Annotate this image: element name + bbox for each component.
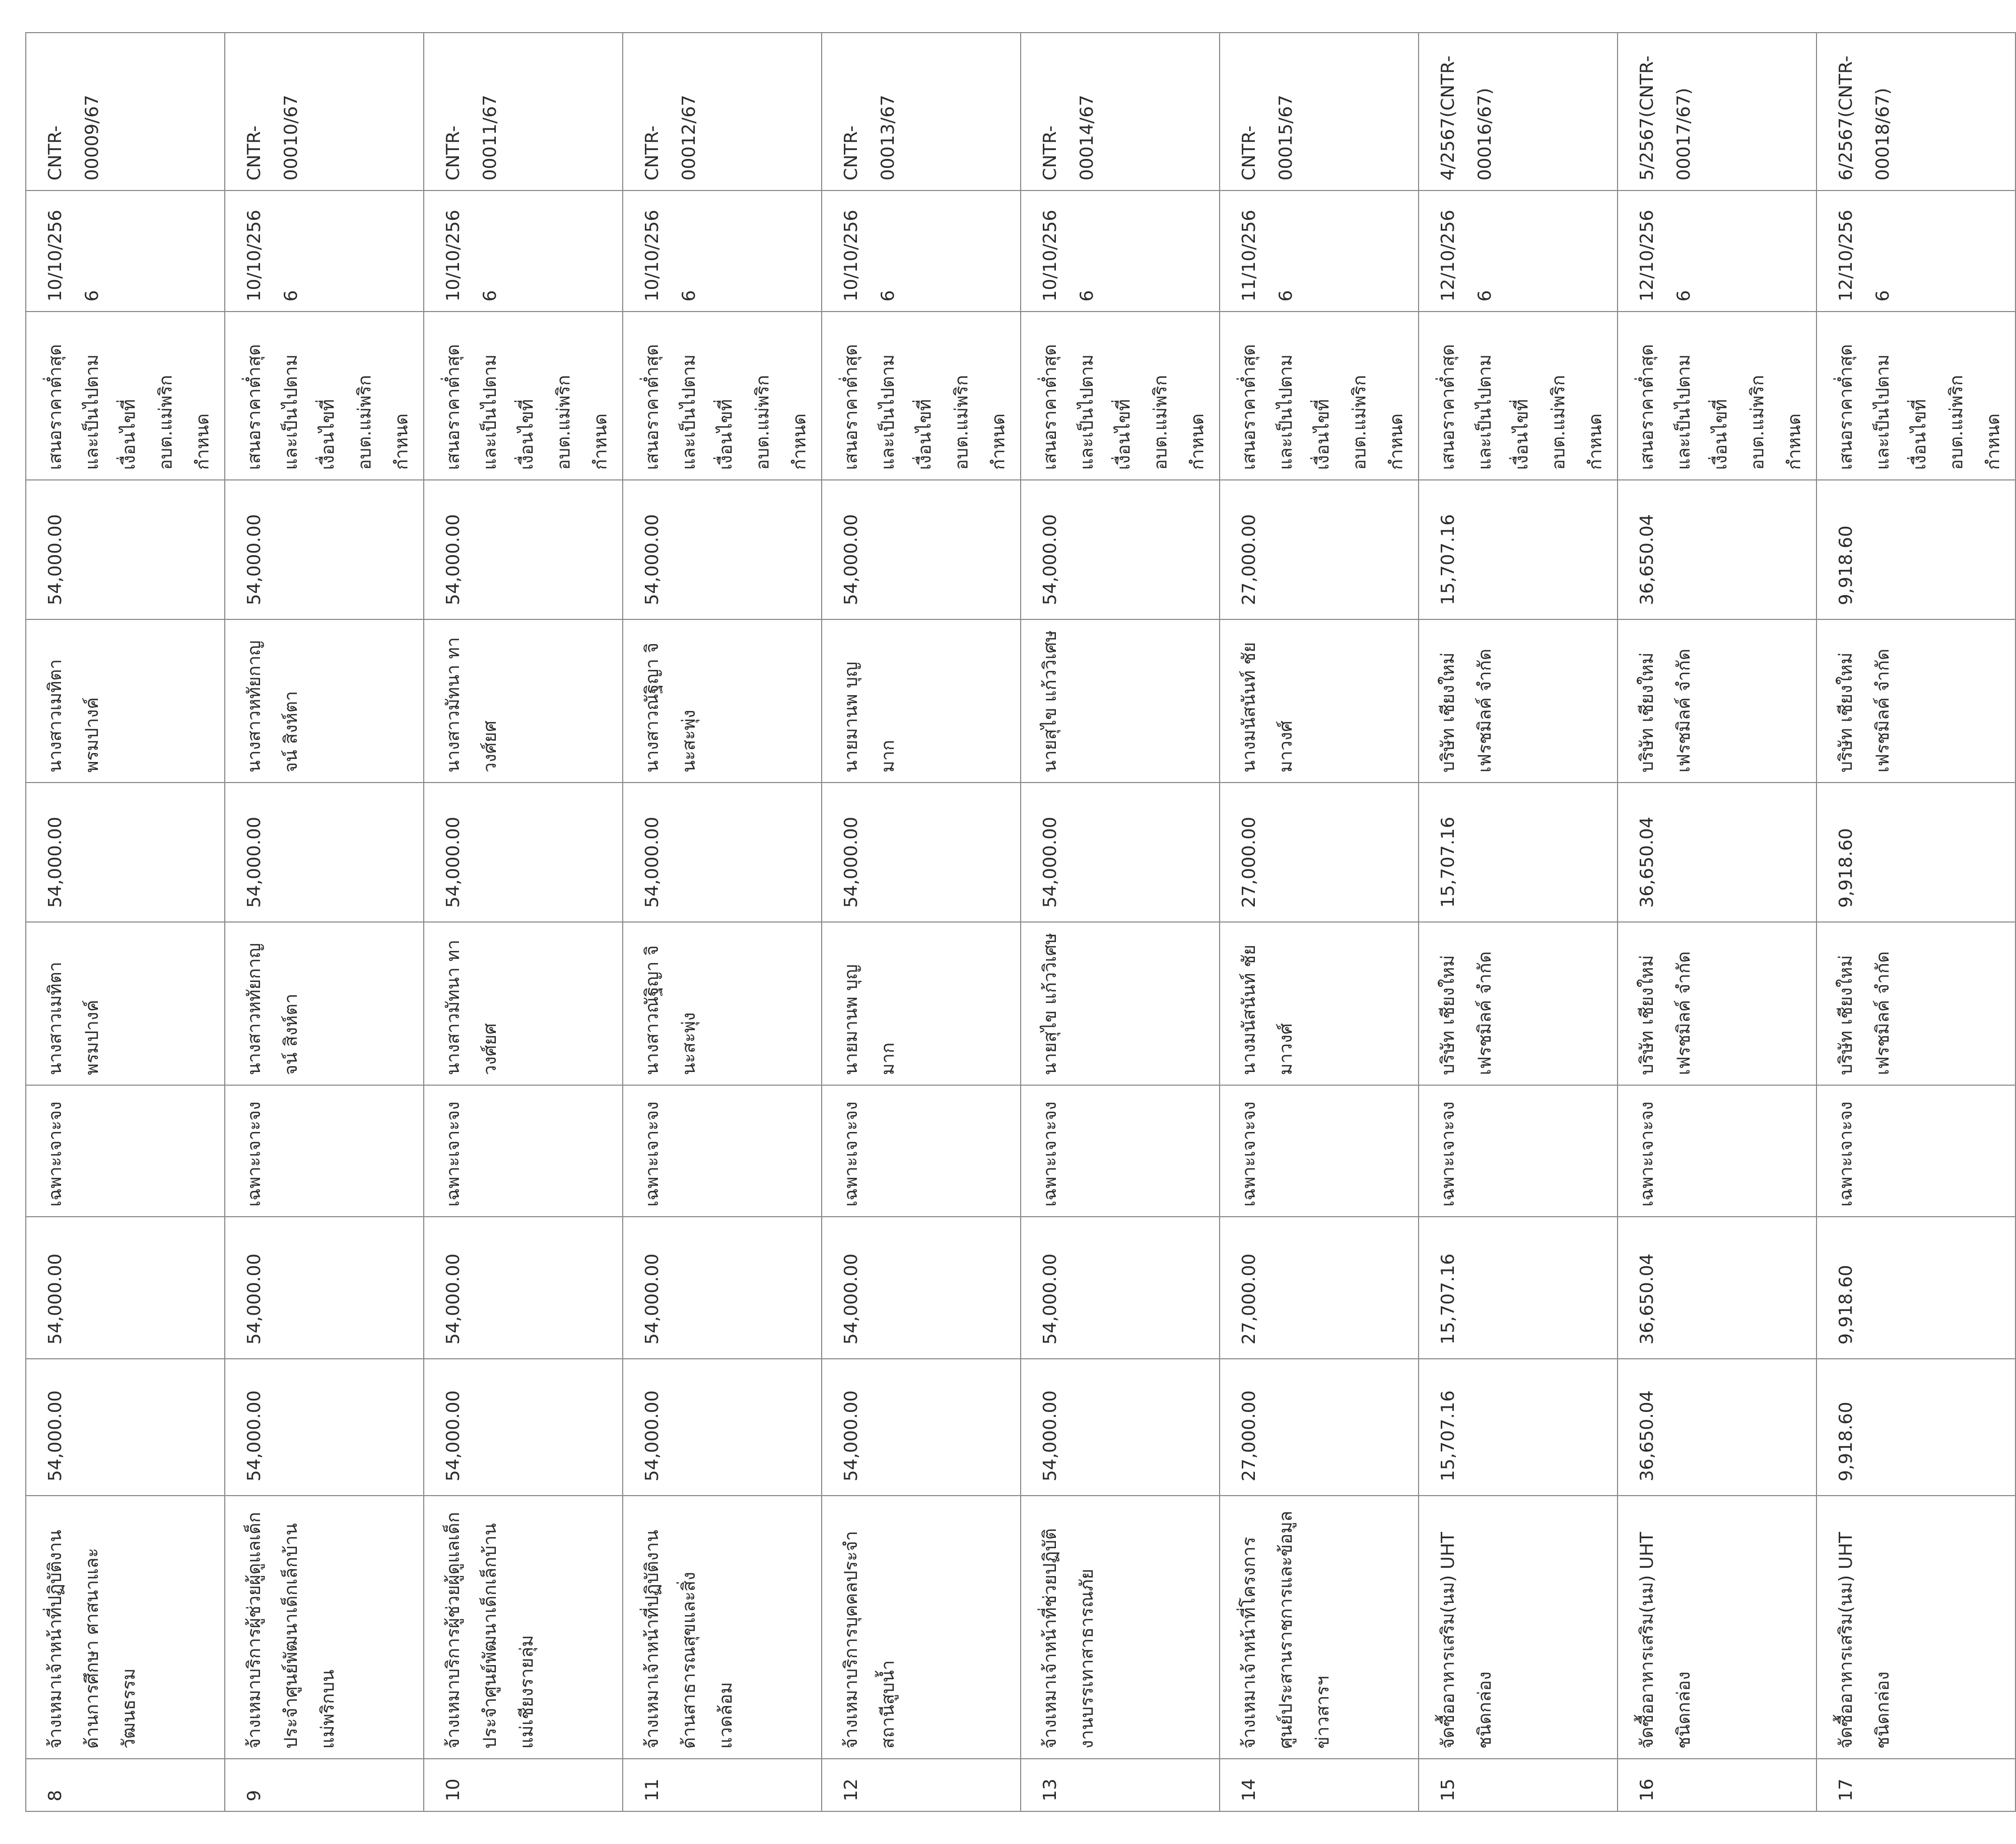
contract-number: CNTR-00009/67 xyxy=(26,33,225,191)
winner-name: บริษัท เชียงใหม่เฟรชมิลค์ จำกัด xyxy=(1419,619,1618,783)
budget-amount: 54,000.00 xyxy=(26,1359,225,1496)
table-row xyxy=(26,33,225,1811)
median-price: 27,000.00 xyxy=(1220,1217,1419,1359)
selection-reason: เสนอราคาต่ำสุดและเป็นไปตามเงื่อนไขที่ อบต.แม่พริกกำหนด xyxy=(26,312,225,480)
winning-price: 54,000.00 xyxy=(822,480,1021,619)
contract-date: 10/10/2566 xyxy=(822,191,1021,312)
offeror-name: นางสาวณัฐิญา จินะสะพุ่ง xyxy=(623,922,822,1085)
procurement-method: เฉพาะเจาะจง xyxy=(424,1085,623,1217)
winning-price: 27,000.00 xyxy=(1220,480,1419,619)
selection-reason: เสนอราคาต่ำสุดและเป็นไปตามเงื่อนไขที่ อบต.แม่พริกกำหนด xyxy=(1021,312,1220,480)
row-number: 14 xyxy=(1220,1759,1419,1811)
contract-number: 4/2567(CNTR-00016/67) xyxy=(1419,33,1618,191)
offer-price: 54,000.00 xyxy=(623,783,822,922)
selection-reason: เสนอราคาต่ำสุดและเป็นไปตามเงื่อนไขที่ อบต.แม่พริกกำหนด xyxy=(623,312,822,480)
row-number: 8 xyxy=(26,1759,225,1811)
contract-date: 10/10/2566 xyxy=(225,191,424,312)
median-price: 15,707.16 xyxy=(1419,1217,1618,1359)
budget-amount: 54,000.00 xyxy=(623,1359,822,1496)
contract-number: CNTR-00014/67 xyxy=(1021,33,1220,191)
item-description: จ้างเหมาเจ้าหน้าที่โครงการศูนย์ประสานราชการและข้อมูลข่าวสารฯ xyxy=(1220,1496,1419,1759)
winning-price: 54,000.00 xyxy=(225,480,424,619)
item-description: จ้างเหมาบริการบุคคลประจำสถานีสูบน้ำ xyxy=(822,1496,1021,1759)
budget-amount: 9,918.60 xyxy=(1817,1359,2015,1496)
selection-reason: เสนอราคาต่ำสุดและเป็นไปตามเงื่อนไขที่ อบต.แม่พริกกำหนด xyxy=(1817,312,2015,480)
table-row xyxy=(225,33,424,1811)
offeror-name: นางสาวมัทนา ทาวงศ์ยศ xyxy=(424,922,623,1085)
winner-name: บริษัท เชียงใหม่เฟรชมิลค์ จำกัด xyxy=(1817,619,2015,783)
winning-price: 9,918.60 xyxy=(1817,480,2015,619)
contract-number: CNTR-00010/67 xyxy=(225,33,424,191)
item-description: จ้างเหมาเจ้าหน้าที่ปฏิบัติงานด้านการศึกษา ศาสนาและวัฒนธรรม xyxy=(26,1496,225,1759)
selection-reason: เสนอราคาต่ำสุดและเป็นไปตามเงื่อนไขที่ อบต.แม่พริกกำหนด xyxy=(225,312,424,480)
offer-price: 27,000.00 xyxy=(1220,783,1419,922)
winner-name: นางสาวเมทิตา พรมปางค์ xyxy=(26,619,225,783)
selection-reason: เสนอราคาต่ำสุดและเป็นไปตามเงื่อนไขที่ อบต.แม่พริกกำหนด xyxy=(1220,312,1419,480)
offer-price: 54,000.00 xyxy=(225,783,424,922)
table-body xyxy=(26,33,2015,1811)
offeror-name: นายมานพ บุญมาก xyxy=(822,922,1021,1085)
procurement-method: เฉพาะเจาะจง xyxy=(1817,1085,2015,1217)
procurement-method: เฉพาะเจาะจง xyxy=(623,1085,822,1217)
median-price: 54,000.00 xyxy=(26,1217,225,1359)
contract-date: 10/10/2566 xyxy=(26,191,225,312)
procurement-method: เฉพาะเจาะจง xyxy=(1021,1085,1220,1217)
item-description: จัดซื้ออาหารเสริม(นม) UHT ชนิดกล่อง xyxy=(1618,1496,1817,1759)
procurement-method: เฉพาะเจาะจง xyxy=(1618,1085,1817,1217)
winner-name: นางสาวมัทนา ทาวงศ์ยศ xyxy=(424,619,623,783)
median-price: 54,000.00 xyxy=(225,1217,424,1359)
contract-date: 12/10/2566 xyxy=(1817,191,2015,312)
budget-amount: 15,707.16 xyxy=(1419,1359,1618,1496)
median-price: 36,650.04 xyxy=(1618,1217,1817,1359)
procurement-table xyxy=(25,32,2016,1812)
table-row xyxy=(822,33,1021,1811)
contract-number: CNTR-00012/67 xyxy=(623,33,822,191)
table-row xyxy=(1419,33,1618,1811)
row-number: 17 xyxy=(1817,1759,2015,1811)
table-row xyxy=(424,33,623,1811)
item-description: จ้างเหมาเจ้าหน้าที่ช่วยปฏิบัติงานบรรเทาสาธารณภัย xyxy=(1021,1496,1220,1759)
table-row xyxy=(623,33,822,1811)
item-description: จัดซื้ออาหารเสริม(นม) UHT ชนิดกล่อง xyxy=(1419,1496,1618,1759)
offer-price: 54,000.00 xyxy=(822,783,1021,922)
winning-price: 54,000.00 xyxy=(623,480,822,619)
row-number: 12 xyxy=(822,1759,1021,1811)
table-row xyxy=(1021,33,1220,1811)
procurement-method: เฉพาะเจาะจง xyxy=(225,1085,424,1217)
budget-amount: 36,650.04 xyxy=(1618,1359,1817,1496)
offer-price: 36,650.04 xyxy=(1618,783,1817,922)
row-number: 9 xyxy=(225,1759,424,1811)
offeror-name: บริษัท เชียงใหม่เฟรชมิลค์ จำกัด xyxy=(1419,922,1618,1085)
median-price: 54,000.00 xyxy=(1021,1217,1220,1359)
offeror-name: นางสาวหทัยกาญจน์ สิงห์ตา xyxy=(225,922,424,1085)
offer-price: 54,000.00 xyxy=(26,783,225,922)
offeror-name: นางสาวเมทิตา พรมปางค์ xyxy=(26,922,225,1085)
procurement-method: เฉพาะเจาะจง xyxy=(1220,1085,1419,1217)
budget-amount: 54,000.00 xyxy=(822,1359,1021,1496)
row-number: 11 xyxy=(623,1759,822,1811)
winner-name: นางมนัสนันท์ ชัยมาวงศ์ xyxy=(1220,619,1419,783)
budget-amount: 54,000.00 xyxy=(225,1359,424,1496)
winning-price: 54,000.00 xyxy=(26,480,225,619)
contract-date: 12/10/2566 xyxy=(1618,191,1817,312)
item-description: จ้างเหมาบริการผู้ช่วยผู้ดูแลเด็กประจำศูนย์พัฒนาเด็กเล็กบ้านแม่เชียงรายลุ่ม xyxy=(424,1496,623,1759)
winning-price: 54,000.00 xyxy=(1021,480,1220,619)
contract-number: CNTR-00011/67 xyxy=(424,33,623,191)
table-row xyxy=(1220,33,1419,1811)
offer-price: 54,000.00 xyxy=(424,783,623,922)
offeror-name: นายสุไข แก้ววิเศษ xyxy=(1021,922,1220,1085)
contract-number: 5/2567(CNTR-00017/67) xyxy=(1618,33,1817,191)
row-number: 16 xyxy=(1618,1759,1817,1811)
contract-date: 11/10/2566 xyxy=(1220,191,1419,312)
budget-amount: 27,000.00 xyxy=(1220,1359,1419,1496)
procurement-method: เฉพาะเจาะจง xyxy=(26,1085,225,1217)
selection-reason: เสนอราคาต่ำสุดและเป็นไปตามเงื่อนไขที่ อบต.แม่พริกกำหนด xyxy=(822,312,1021,480)
offer-price: 9,918.60 xyxy=(1817,783,2015,922)
contract-date: 12/10/2566 xyxy=(1419,191,1618,312)
item-description: จ้างเหมาเจ้าหน้าที่ปฏิบัติงานด้านสาธารณสุขและสิ่งแวดล้อม xyxy=(623,1496,822,1759)
contract-date: 10/10/2566 xyxy=(1021,191,1220,312)
winner-name: นายมานพ บุญมาก xyxy=(822,619,1021,783)
row-number: 13 xyxy=(1021,1759,1220,1811)
table-row xyxy=(1817,33,2015,1811)
table-row xyxy=(1618,33,1817,1811)
median-price: 54,000.00 xyxy=(822,1217,1021,1359)
winning-price: 36,650.04 xyxy=(1618,480,1817,619)
procurement-method: เฉพาะเจาะจง xyxy=(822,1085,1021,1217)
selection-reason: เสนอราคาต่ำสุดและเป็นไปตามเงื่อนไขที่ อบต.แม่พริกกำหนด xyxy=(1618,312,1817,480)
offer-price: 54,000.00 xyxy=(1021,783,1220,922)
offeror-name: บริษัท เชียงใหม่เฟรชมิลค์ จำกัด xyxy=(1618,922,1817,1085)
selection-reason: เสนอราคาต่ำสุดและเป็นไปตามเงื่อนไขที่ อบต.แม่พริกกำหนด xyxy=(424,312,623,480)
median-price: 9,918.60 xyxy=(1817,1217,2015,1359)
median-price: 54,000.00 xyxy=(623,1217,822,1359)
median-price: 54,000.00 xyxy=(424,1217,623,1359)
winner-name: นางสาวหทัยกาญจน์ สิงห์ตา xyxy=(225,619,424,783)
rotated-table-wrapper xyxy=(25,33,2004,1812)
row-number: 15 xyxy=(1419,1759,1618,1811)
budget-amount: 54,000.00 xyxy=(424,1359,623,1496)
contract-number: CNTR-00013/67 xyxy=(822,33,1021,191)
winning-price: 54,000.00 xyxy=(424,480,623,619)
offeror-name: นางมนัสนันท์ ชัยมาวงศ์ xyxy=(1220,922,1419,1085)
offeror-name: บริษัท เชียงใหม่เฟรชมิลค์ จำกัด xyxy=(1817,922,2015,1085)
contract-number: CNTR-00015/67 xyxy=(1220,33,1419,191)
winner-name: นางสาวณัฐิญา จินะสะพุ่ง xyxy=(623,619,822,783)
row-number: 10 xyxy=(424,1759,623,1811)
contract-date: 10/10/2566 xyxy=(623,191,822,312)
contract-date: 10/10/2566 xyxy=(424,191,623,312)
budget-amount: 54,000.00 xyxy=(1021,1359,1220,1496)
winning-price: 15,707.16 xyxy=(1419,480,1618,619)
winner-name: นายสุไข แก้ววิเศษ xyxy=(1021,619,1220,783)
winner-name: บริษัท เชียงใหม่เฟรชมิลค์ จำกัด xyxy=(1618,619,1817,783)
offer-price: 15,707.16 xyxy=(1419,783,1618,922)
contract-number: 6/2567(CNTR-00018/67) xyxy=(1817,33,2015,191)
selection-reason: เสนอราคาต่ำสุดและเป็นไปตามเงื่อนไขที่ อบต.แม่พริกกำหนด xyxy=(1419,312,1618,480)
procurement-method: เฉพาะเจาะจง xyxy=(1419,1085,1618,1217)
item-description: จัดซื้ออาหารเสริม(นม) UHT ชนิดกล่อง xyxy=(1817,1496,2015,1759)
item-description: จ้างเหมาบริการผู้ช่วยผู้ดูแลเด็กประจำศูนย์พัฒนาเด็กเล็กบ้านแม่พริกบน xyxy=(225,1496,424,1759)
